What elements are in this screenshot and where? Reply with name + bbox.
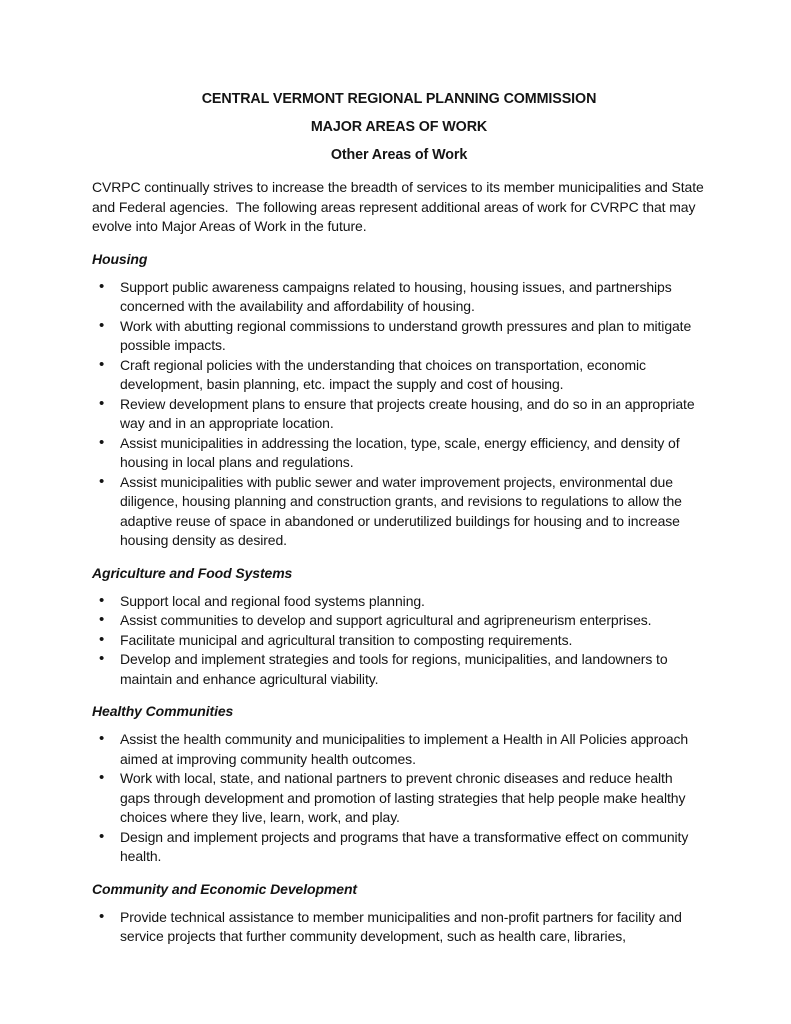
bullet-text: Provide technical assistance to member municipalities and non-profit partners for facility and service projects that further community development, such as health care, libraries, — [120, 908, 682, 944]
document-content — [92, 92, 706, 947]
bullet-dot-icon: • — [99, 394, 105, 412]
bullet-text: Work with local, state, and national partners to prevent chronic diseases and reduce health gaps through development and promotion of lasting strategies that help people make healthy choices where they live, learn, work, and play. — [120, 770, 686, 825]
bullet-item — [92, 908, 706, 947]
bullet-list — [92, 730, 706, 867]
section-heading: Agriculture and Food Systems — [92, 564, 293, 581]
bullet-text: Support public awareness campaigns related to housing, housing issues, and partnerships concerned with the availability and affordability of housing. — [120, 278, 672, 314]
bullet-item — [92, 650, 706, 689]
document-title: CENTRAL VERMONT REGIONAL PLANNING COMMISSION — [201, 91, 597, 107]
bullet-dot-icon: • — [99, 316, 105, 334]
bullet-text: Assist the health community and municipalities to implement a Health in All Policies approach aimed at improving community health outcomes. — [120, 731, 689, 767]
document-subtitle: MAJOR AREAS OF WORK — [310, 119, 488, 135]
bullet-item — [92, 769, 706, 828]
bullet-dot-icon: • — [99, 907, 105, 925]
bullet-item — [92, 730, 706, 769]
sections-container — [92, 252, 706, 947]
bullet-item — [92, 592, 706, 612]
bullet-item — [92, 473, 706, 551]
bullet-dot-icon: • — [99, 355, 105, 373]
bullet-item — [92, 611, 706, 631]
bullet-text: Support local and regional food systems planning. — [120, 592, 425, 609]
bullet-item — [92, 434, 706, 473]
bullet-dot-icon: • — [99, 277, 105, 295]
bullet-item — [92, 395, 706, 434]
bullet-text: Assist communities to develop and support agricultural and agripreneurism enterprises. — [120, 612, 652, 628]
bullet-dot-icon: • — [99, 730, 105, 747]
bullet-dot-icon: • — [99, 472, 105, 490]
bullet-dot-icon: • — [99, 591, 105, 609]
bullet-dot-icon: • — [99, 433, 105, 451]
bullet-dot-icon: • — [99, 769, 105, 786]
bullet-dot-icon: • — [99, 630, 105, 648]
bullet-item — [92, 278, 706, 317]
bullet-text: Assist municipalities with public sewer and water improvement projects, environmental due diligence, housing planning and construction grants, and revisions to regulations to allow the adaptive reuse of space in abandoned or underutilized buildings for housing and to increase housing density as desired. — [120, 473, 682, 548]
bullet-text: Develop and implement strategies and tools for regions, municipalities, and landowners to maintain and enhance agricultural viability. — [120, 651, 668, 687]
bullet-item — [92, 317, 706, 356]
bullet-text: Facilitate municipal and agricultural transition to composting requirements. — [120, 631, 573, 648]
bullet-text: Review development plans to ensure that projects create housing, and do so in an appropriate way and in an appropriate location. — [120, 395, 695, 431]
bullet-dot-icon: • — [99, 827, 105, 845]
bullet-dot-icon: • — [99, 650, 105, 667]
bullet-list — [92, 592, 706, 690]
bullet-text: Design and implement projects and programs that have a transformative effect on community health. — [120, 828, 689, 864]
bullet-item — [92, 631, 706, 651]
intro-paragraph: CVRPC continually strives to increase the breadth of services to its member municipalities and State and Federal agencies. The following areas represent additional areas of work for CVRPC that may evolve into Major Areas of Work in the future. — [92, 179, 708, 234]
bullet-text: Work with abutting regional commissions to understand growth pressures and plan to mitigate possible impacts. — [120, 317, 692, 353]
bullet-list — [92, 278, 706, 551]
document-section-title: Other Areas of Work — [330, 147, 468, 163]
bullet-item — [92, 828, 706, 867]
bullet-item — [92, 356, 706, 395]
section-heading: Community and Economic Development — [92, 880, 357, 897]
bullet-text: Craft regional policies with the understanding that choices on transportation, economic development, basin planning, etc. impact the supply and cost of housing. — [120, 356, 646, 392]
bullet-text: Assist municipalities in addressing the location, type, scale, energy efficiency, and density of housing in local plans and regulations. — [120, 434, 680, 470]
bullet-dot-icon: • — [99, 611, 105, 628]
section-heading: Healthy Communities — [92, 703, 234, 719]
bullet-list — [92, 908, 706, 947]
section-heading: Housing — [92, 250, 148, 267]
